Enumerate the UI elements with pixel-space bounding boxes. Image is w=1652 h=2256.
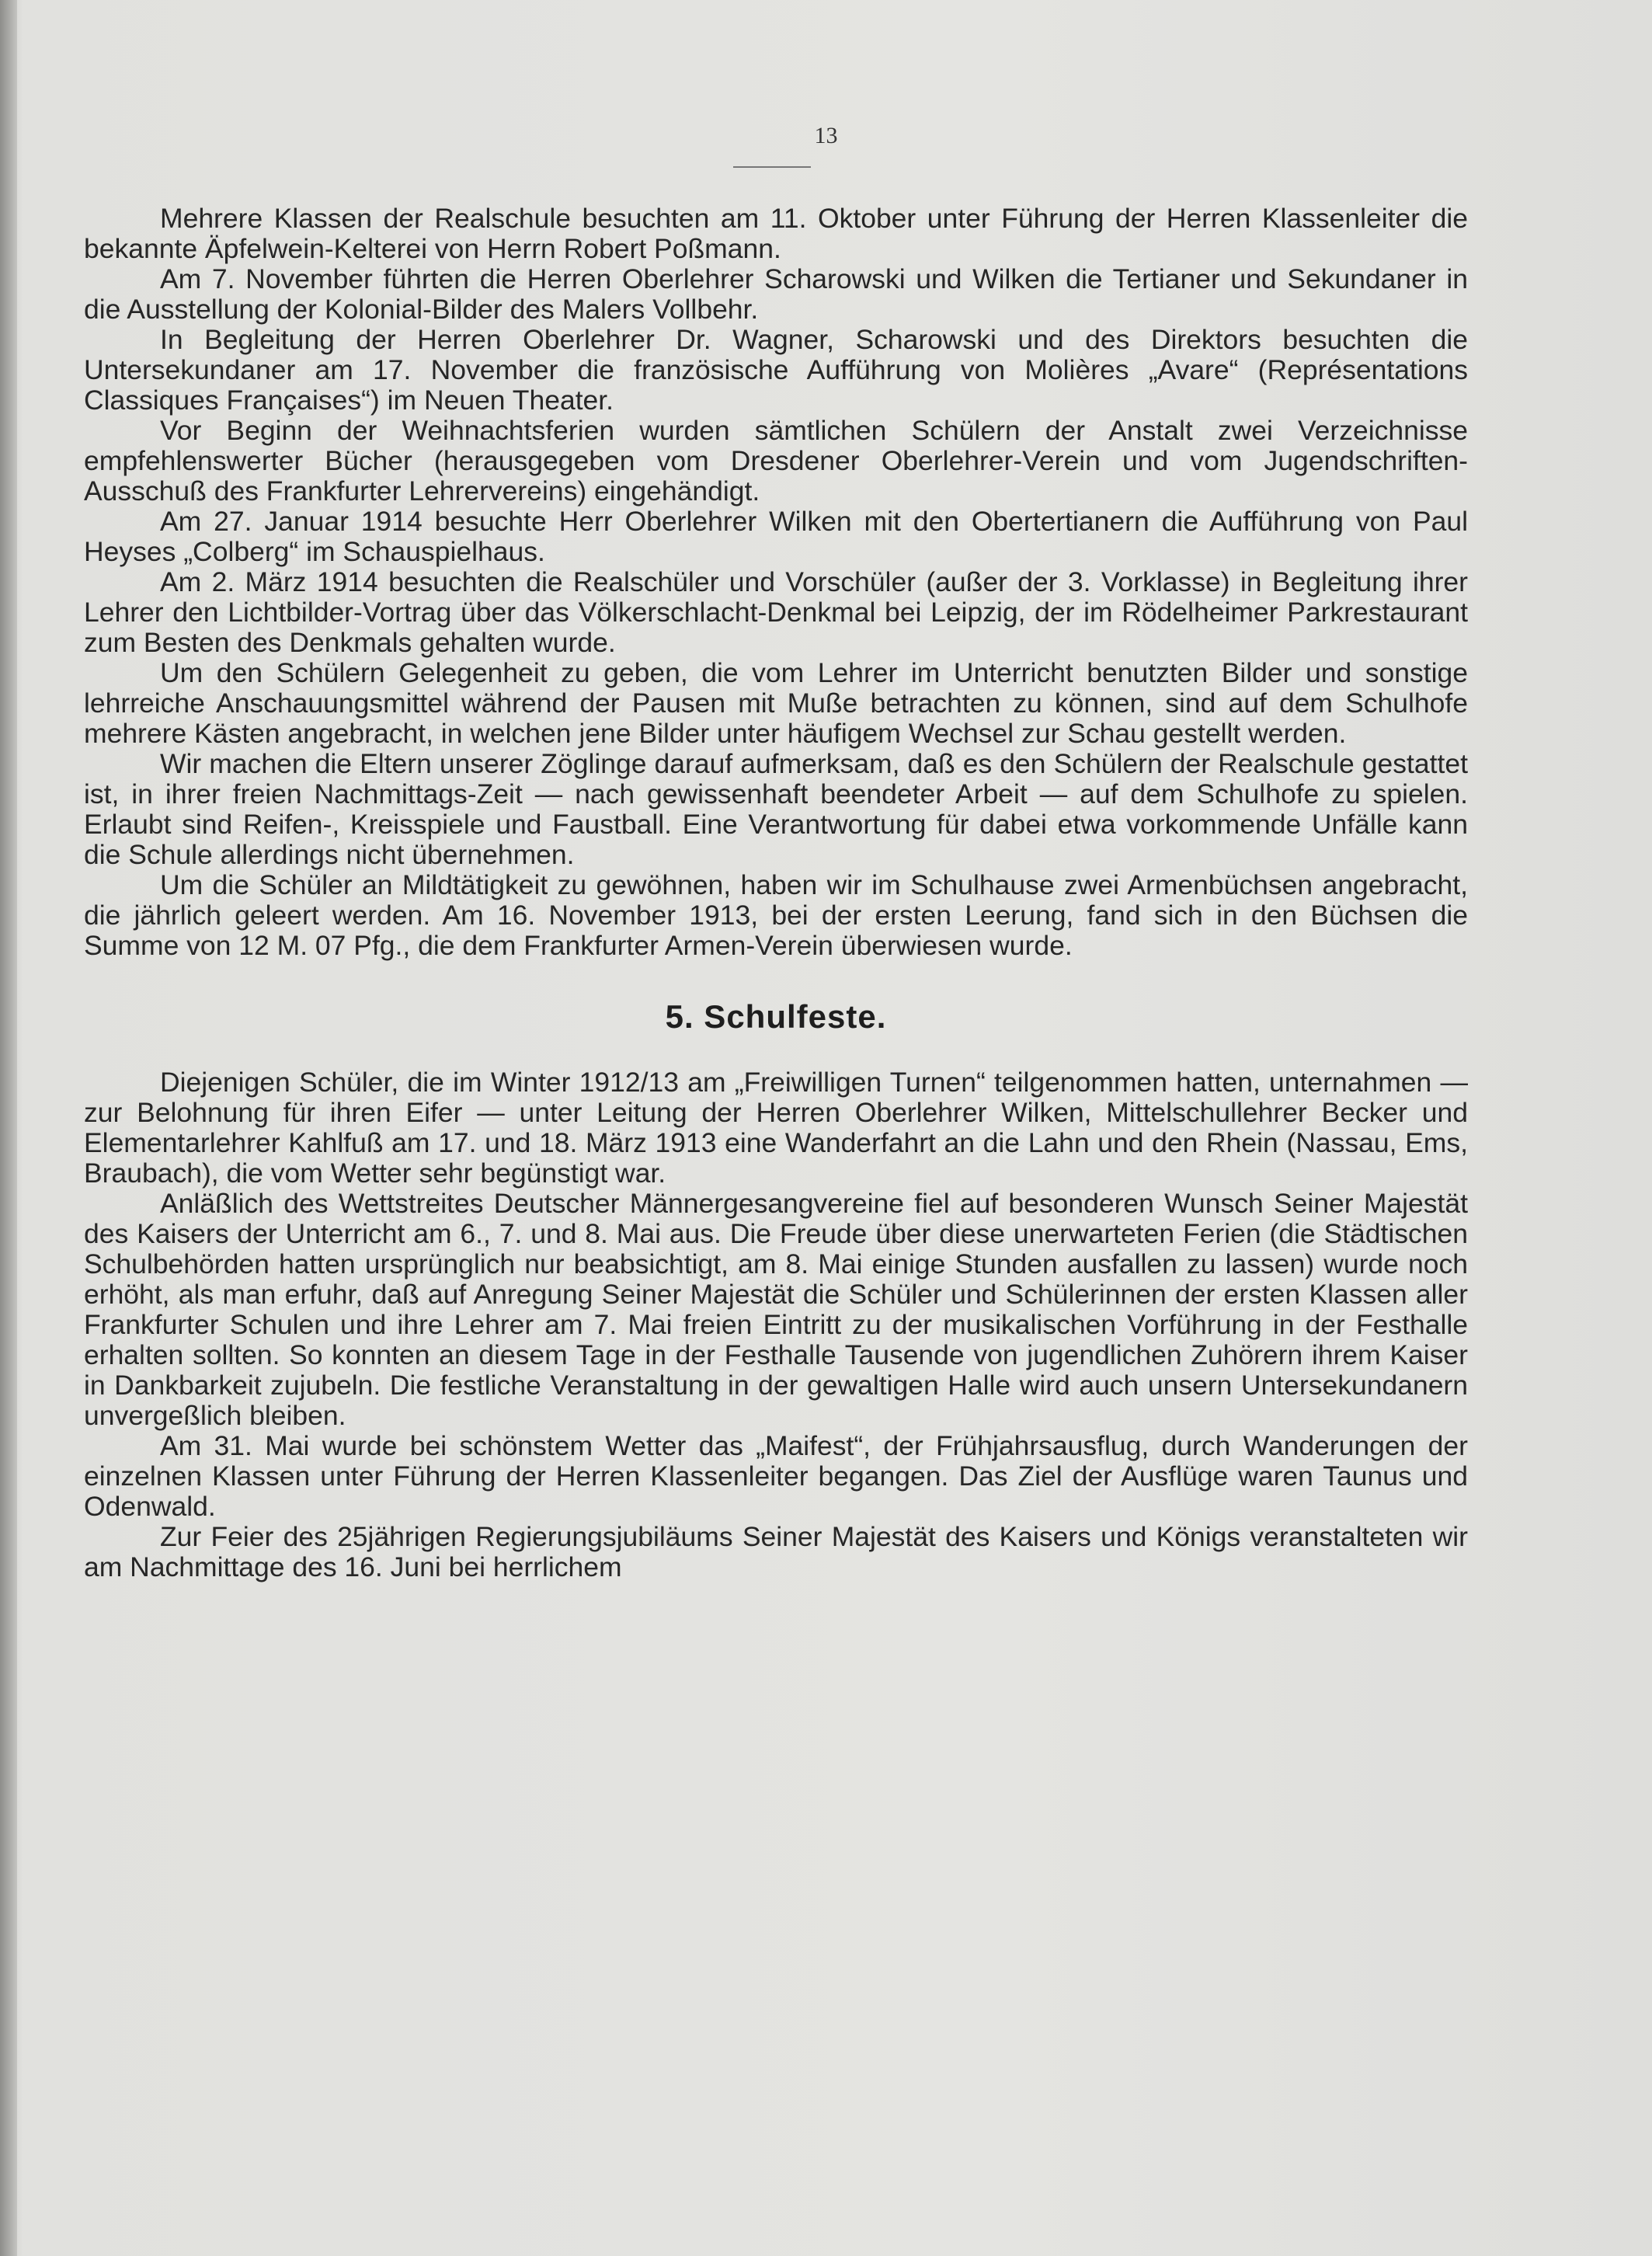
paragraph: Mehrere Klassen der Realschule besuchten am 11. Oktober unter Führung der Herren Klassenleiter die bekannte Äpfelwein-Kelterei von Herrn Robert Poßmann. — [84, 203, 1468, 264]
page-number-rule — [733, 166, 811, 168]
paragraph: Zur Feier des 25jährigen Regierungsjubiläums Seiner Majestät des Kaisers und Königs veranstalteten wir am Nachmittage des 16. Juni bei herrlichem — [84, 1521, 1468, 1582]
paragraph: Um die Schüler an Mildtätigkeit zu gewöhnen, haben wir im Schulhause zwei Armenbüchsen angebracht, die jährlich geleert werden. Am 16. November 1913, bei der ersten Leerung, fand sich in den Büchsen die Summe von 12 M. 07 Pfg., die dem Frankfurter Armen-Verein überwiesen wurde. — [84, 869, 1468, 961]
paragraph: Am 27. Januar 1914 besuchte Herr Oberlehrer Wilken mit den Obertertianern die Aufführung von Paul Heyses „Colberg“ im Schauspielhaus. — [84, 506, 1468, 567]
paragraph: Am 31. Mai wurde bei schönstem Wetter das „Maifest“, der Frühjahrsausflug, durch Wanderungen der einzelnen Klassen unter Führung der Herren Klassenleiter begangen. Das Ziel der Ausflüge waren Taunus und Odenwald. — [84, 1430, 1468, 1522]
paragraph: Am 7. November führten die Herren Oberlehrer Scharowski und Wilken die Tertianer und Sekundaner in die Ausstellung der Kolonial-Bilder des Malers Vollbehr. — [84, 263, 1468, 325]
paragraph: Vor Beginn der Weihnachtsferien wurden sämtlichen Schülern der Anstalt zwei Verzeichnisse empfehlenswerter Bücher (herausgegeben vom Dresdener Oberlehrer-Verein und vom Jugendschriften-Ausschuß des Frankfurter Lehrervereins) eingehändigt. — [84, 415, 1468, 507]
binding-gutter — [0, 0, 17, 2256]
paragraph: In Begleitung der Herren Oberlehrer Dr. Wagner, Scharowski und des Direktors besuchten die Untersekundaner am 17. November die französische Aufführung von Molières „Avare“ (Représentations Classiques Françaises“) im Neuen Theater. — [84, 324, 1468, 416]
paragraph: Diejenigen Schüler, die im Winter 1912/13 am „Freiwilligen Turnen“ teilgenommen hatten, unternahmen — zur Belohnung für ihren Eifer — unter Leitung der Herren Oberlehrer Wilken, Mittelschullehrer Becker und Elementarlehrer Kahlfuß am 17. und 18. März 1913 eine Wanderfahrt an die Lahn und den Rhein (Nassau, Ems, Braubach), die vom Wetter sehr begünstigt war. — [84, 1067, 1468, 1189]
section-heading: 5. Schulfeste. — [665, 998, 887, 1035]
paragraph: Anläßlich des Wettstreites Deutscher Männergesangvereine fiel auf besonderen Wunsch Seiner Majestät des Kaisers der Unterricht am 6., 7. und 8. Mai aus. Die Freude über diese unerwarteten Ferien (die Städtischen Schulbehörden hatten ursprünglich nur beabsichtigt, am 8. Mai einige Stunden ausfallen zu lassen) wurde noch erhöht, als man erfuhr, daß auf Anregung Seiner Majestät die Schüler und Schülerinnen der ersten Klassen aller Frankfurter Schulen und ihre Lehrer am 7. Mai freien Eintritt zu der musikalischen Vorführung in der Festhalle erhalten sollten. So konnten an diesem Tage in der Festhalle Tausende von jugendlichen Zuhörern ihrem Kaiser in Dankbarkeit zujubeln. Die festliche Veranstaltung in der gewaltigen Halle wird auch unsern Untersekundanern unvergeßlich bleiben. — [84, 1188, 1468, 1431]
paragraph: Am 2. März 1914 besuchten die Realschüler und Vorschüler (außer der 3. Vorklasse) in Begleitung ihrer Lehrer den Lichtbilder-Vortrag über das Völkerschlacht-Denkmal bei Leipzig, der im Rödelheimer Parkrestaurant zum Besten des Denkmals gehalten wurde. — [84, 566, 1468, 658]
body-text — [84, 204, 1468, 1582]
paragraph: Wir machen die Eltern unserer Zöglinge darauf aufmerksam, daß es den Schülern der Realschule gestattet ist, in ihrer freien Nachmittags-Zeit — nach gewissenhaft beendeter Arbeit — auf dem Schulhofe zu spielen. Erlaubt sind Reifen-, Kreisspiele und Faustball. Eine Verantwortung für dabei etwa vorkommende Unfälle kann die Schule allerdings nicht übernehmen. — [84, 748, 1468, 870]
paragraph: Um den Schülern Gelegenheit zu geben, die vom Lehrer im Unterricht benutzten Bilder und sonstige lehrreiche Anschauungsmittel während der Pausen mit Muße betrachten zu können, sind auf dem Schulhofe mehrere Kästen angebracht, in welchen jene Bilder unter häufigem Wechsel zur Schau gestellt werden. — [84, 657, 1468, 749]
page-number: 13 — [814, 123, 838, 148]
